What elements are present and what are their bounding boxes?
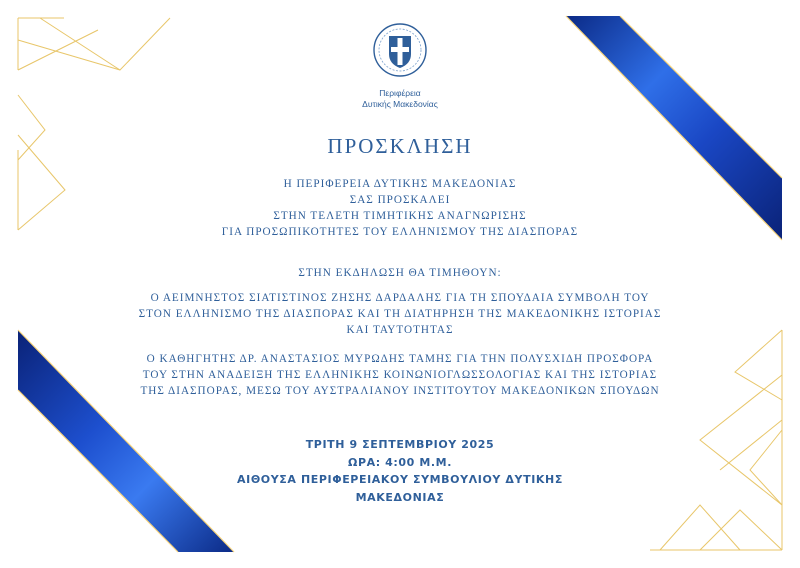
intro-line: ΣΑΣ ΠΡΟΣΚΑΛΕΙ bbox=[349, 194, 451, 206]
logo-line-1: Περιφέρεια bbox=[379, 88, 421, 98]
intro-line: ΣΤΗΝ ΤΕΛΕΤΗ ΤΙΜΗΤΙΚΗΣ ΑΝΑΓΝΩΡΙΣΗΣ bbox=[273, 210, 527, 222]
honoree-2-line: ΤΟΥ ΣΤΗΝ ΑΝΑΔΕΙΞΗ ΤΗΣ ΕΛΛΗΝΙΚΗΣ ΚΟΙΝΩΝΙΟΓΛΩΣΣΟΛΟΓΙΑΣ ΚΑΙ ΤΗΣ ΙΣΤΟΡΙΑΣ bbox=[142, 369, 658, 381]
intro-line: Η ΠΕΡΙΦΕΡΕΙΑ ΔΥΤΙΚΗΣ ΜΑΚΕΔΟΝΙΑΣ bbox=[283, 178, 517, 190]
honorees-heading: ΣΤΗΝ ΕΚΔΗΛΩΣΗ ΘΑ ΤΙΜΗΘΟΥΝ: bbox=[298, 267, 502, 279]
greek-coat-of-arms-icon bbox=[372, 22, 428, 78]
event-date: ΤΡΙΤΗ 9 ΣΕΠΤΕΜΒΡΙΟΥ 2025 bbox=[305, 438, 495, 451]
invitation-title: ΠΡΟΣΚΛΗΣΗ bbox=[327, 134, 473, 158]
event-venue-line-1: ΑΙΘΟΥΣΑ ΠΕΡΙΦΕΡΕΙΑΚΟΥ ΣΥΜΒΟΥΛΙΟΥ ΔΥΤΙΚΗΣ bbox=[237, 473, 563, 486]
honoree-1-line: Ο ΑΕΙΜΝΗΣΤΟΣ ΣΙΑΤΙΣΤΙΝΟΣ ΖΗΣΗΣ ΔΑΡΔΑΛΗΣ ΓΙΑ ΤΗ ΣΠΟΥΔΑΙΑ ΣΥΜΒΟΛΗ ΤΟΥ bbox=[150, 292, 650, 304]
honoree-2-text bbox=[0, 351, 800, 399]
event-venue-line-2: ΜΑΚΕΔΟΝΙΑΣ bbox=[355, 490, 445, 504]
region-logo-text bbox=[300, 88, 500, 110]
honoree-2-line: Ο ΚΑΘΗΓΗΤΗΣ ΔΡ. ΑΝΑΣΤΑΣΙΟΣ ΜΥΡΩΔΗΣ ΤΑΜΗΣ ΓΙΑ ΤΗΝ ΠΟΛΥΣΧΙΔΗ ΠΡΟΣΦΟΡΑ bbox=[146, 353, 654, 365]
honoree-1-text bbox=[0, 290, 800, 338]
honoree-1-line: ΚΑΙ ΤΑΥΤΟΤΗΤΑΣ bbox=[346, 324, 454, 336]
intro-text bbox=[0, 176, 800, 240]
event-details bbox=[0, 436, 800, 506]
honoree-1-line: ΣΤΟΝ ΕΛΛΗΝΙΣΜΟ ΤΗΣ ΔΙΑΣΠΟΡΑΣ ΚΑΙ ΤΗ ΔΙΑΤΗΡΗΣΗ ΤΗΣ ΜΑΚΕΔΟΝΙΚΗΣ ΙΣΤΟΡΙΑΣ bbox=[138, 308, 662, 320]
intro-line: ΓΙΑ ΠΡΟΣΩΠΙΚΟΤΗΤΕΣ ΤΟΥ ΕΛΛΗΝΙΣΜΟΥ ΤΗΣ ΔΙΑΣΠΟΡΑΣ bbox=[221, 226, 579, 238]
event-time: ΩΡΑ: 4:00 Μ.Μ. bbox=[348, 455, 452, 469]
logo-line-2: Δυτικής Μακεδονίας bbox=[362, 99, 438, 109]
honoree-2-line: ΤΗΣ ΔΙΑΣΠΟΡΑΣ, ΜΕΣΩ ΤΟΥ ΑΥΣΤΡΑΛΙΑΝΟΥ ΙΝΣΤΙΤΟΥΤΟΥ ΜΑΚΕΔΟΝΙΚΩΝ ΣΠΟΥΔΩΝ bbox=[140, 385, 660, 397]
